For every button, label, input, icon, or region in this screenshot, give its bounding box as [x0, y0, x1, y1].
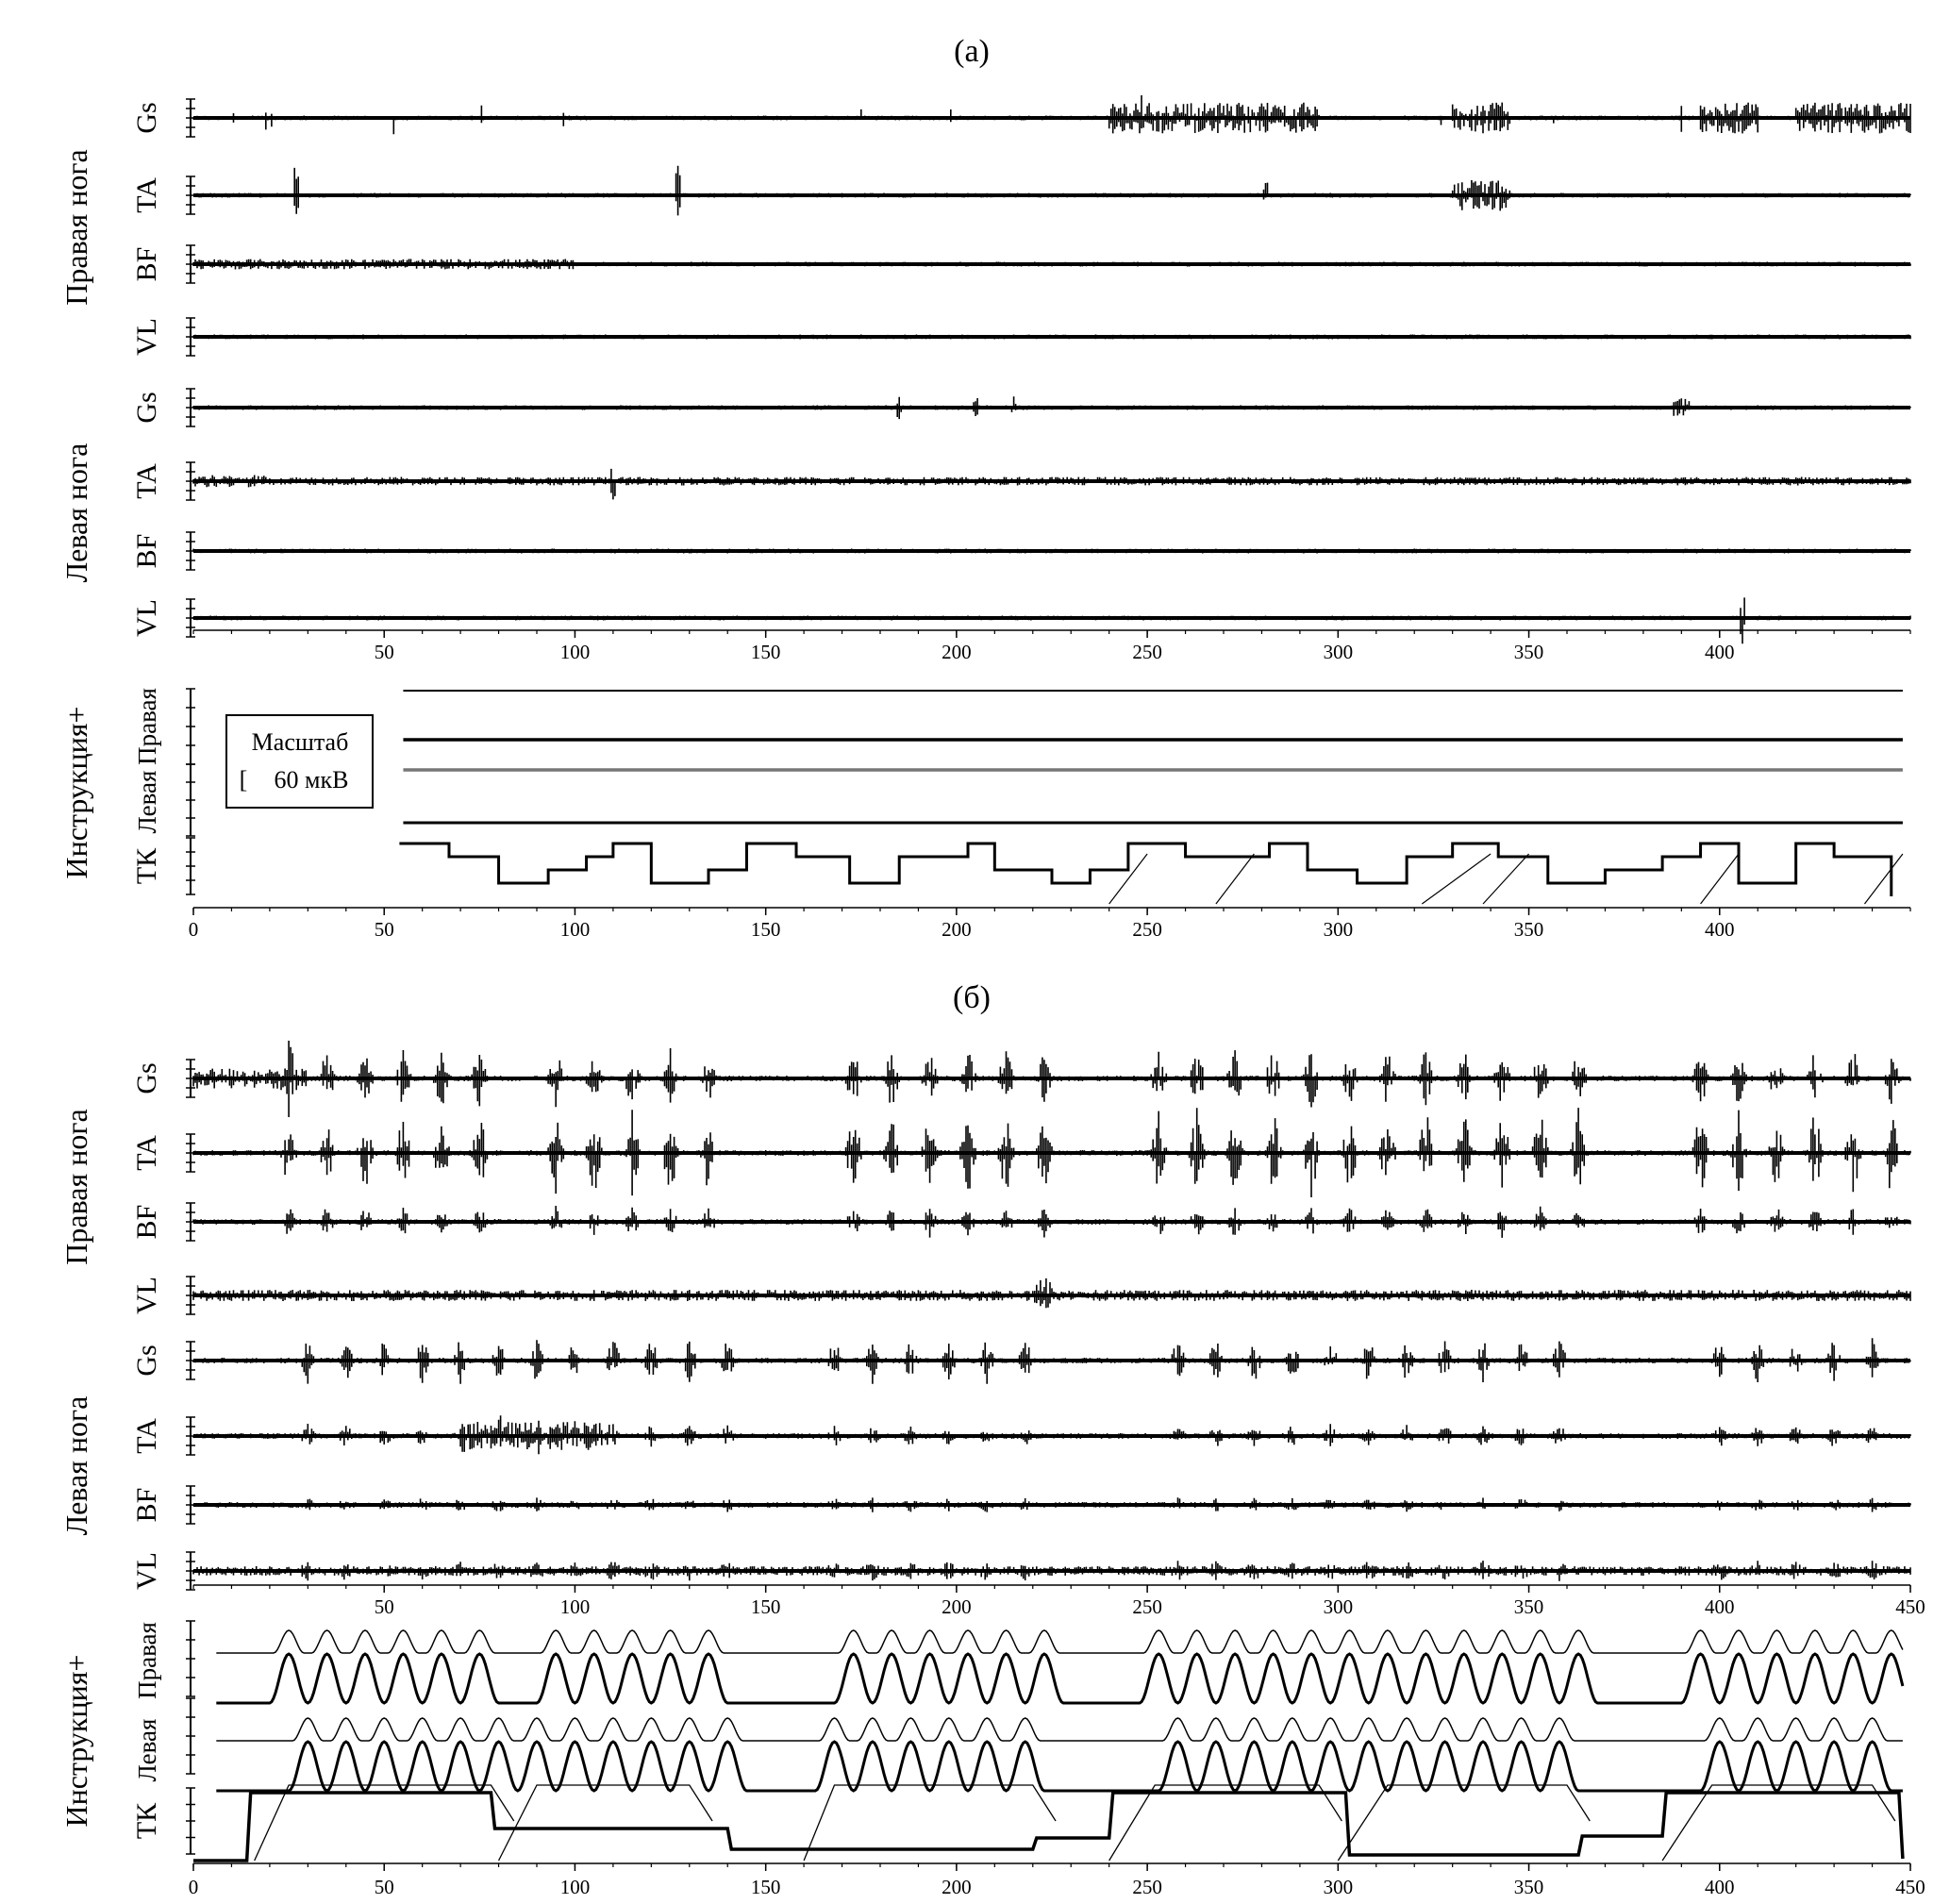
channel-label: Gs — [131, 102, 162, 134]
panel-b — [59, 980, 1925, 1898]
x-tick-label: 300 — [1323, 918, 1354, 941]
left-thin-trace — [216, 1718, 1903, 1741]
x-tick-label: 0 — [188, 918, 199, 941]
x-tick-label: 400 — [1705, 1595, 1735, 1618]
tk-trace — [193, 1793, 1903, 1861]
instruction-label: ТК — [131, 847, 162, 885]
emg-trace-vl-noise — [193, 597, 1910, 643]
instruction-label: Правая — [133, 1622, 161, 1699]
channel-label: VL — [131, 1277, 162, 1314]
tk-ramp — [1422, 854, 1491, 904]
scale-box-bracket: [ — [239, 766, 248, 793]
x-tick-label: 0 — [188, 1876, 199, 1898]
scale-box — [226, 715, 373, 808]
x-tick-label: 350 — [1513, 1876, 1544, 1898]
group-label: Правая нога — [59, 1109, 93, 1265]
right-thick-trace — [216, 1654, 1903, 1703]
x-tick-label: 200 — [942, 641, 972, 663]
group-label: Правая нога — [59, 149, 93, 306]
channel-label: TA — [131, 1135, 162, 1171]
channel-label: BF — [131, 1487, 162, 1523]
scale-box-title: Масштаб — [251, 728, 349, 756]
tk-ramp — [1864, 854, 1902, 904]
x-tick-label: 400 — [1705, 641, 1735, 663]
channel-label: Gs — [131, 1062, 162, 1094]
instruction-label: Левая — [133, 1718, 161, 1782]
emg-trace-ta-noise — [193, 469, 1910, 500]
x-tick-label: 50 — [374, 918, 394, 941]
scale-box-value: 60 мкВ — [274, 766, 349, 793]
emg-trace-ta-noise — [193, 166, 1910, 216]
panel-label: (б) — [953, 980, 991, 1015]
x-tick-label: 200 — [942, 1595, 972, 1618]
channel-label: TA — [131, 1418, 162, 1454]
left-thick-trace — [216, 1742, 1903, 1791]
x-tick-label: 450 — [1895, 1595, 1925, 1618]
tk-ramp — [1338, 1785, 1590, 1861]
emg-trace-vl-noise — [193, 1278, 1910, 1308]
panel-a — [59, 34, 1910, 941]
emg-trace-gs-noise — [193, 95, 1910, 134]
x-tick-label: 100 — [559, 641, 591, 663]
x-tick-label: 350 — [1513, 1595, 1544, 1618]
channel-label: Gs — [131, 1344, 162, 1377]
x-tick-label: 50 — [374, 641, 394, 663]
x-tick-label: 250 — [1132, 918, 1162, 941]
channel-label: VL — [131, 599, 162, 637]
tk-ramp — [499, 1785, 712, 1861]
x-tick-label: 100 — [559, 1595, 591, 1618]
x-tick-label: 150 — [750, 1876, 781, 1898]
instruction-group-label: Инструкция+ — [59, 706, 93, 879]
x-tick-label: 150 — [750, 641, 781, 663]
tk-ramp — [1701, 854, 1739, 904]
instruction-group-label: Инструкция+ — [59, 1654, 93, 1828]
x-tick-label: 250 — [1132, 641, 1162, 663]
group-label: Левая нога — [59, 1395, 93, 1536]
x-tick-label: 300 — [1323, 1876, 1354, 1898]
channel-label: TA — [131, 177, 162, 213]
x-tick-label: 400 — [1705, 918, 1735, 941]
channel-label: TA — [131, 463, 162, 499]
x-tick-label: 400 — [1705, 1876, 1735, 1898]
channel-label: BF — [131, 1204, 162, 1240]
instruction-label: ТК — [131, 1802, 162, 1840]
x-tick-label: 450 — [1895, 1876, 1925, 1898]
instruction-label: Правая — [133, 688, 161, 765]
right-thin-trace — [216, 1630, 1903, 1653]
channel-label: VL — [131, 1552, 162, 1590]
x-tick-label: 150 — [750, 1595, 781, 1618]
x-tick-label: 50 — [374, 1876, 394, 1898]
tk-trace — [399, 843, 1891, 896]
x-tick-label: 350 — [1513, 641, 1544, 663]
x-tick-label: 100 — [559, 1876, 591, 1898]
x-tick-label: 300 — [1323, 1595, 1354, 1618]
tk-ramp — [1216, 854, 1254, 904]
x-tick-label: 150 — [750, 918, 781, 941]
x-tick-label: 100 — [559, 918, 591, 941]
x-tick-label: 200 — [942, 1876, 972, 1898]
tk-ramp — [255, 1785, 514, 1861]
x-tick-label: 350 — [1513, 918, 1544, 941]
x-tick-label: 200 — [942, 918, 972, 941]
instruction-label: Левая — [133, 770, 161, 834]
x-tick-label: 300 — [1323, 641, 1354, 663]
tk-ramp — [1662, 1785, 1895, 1861]
channel-label: BF — [131, 246, 162, 282]
x-tick-label: 250 — [1132, 1595, 1162, 1618]
group-label: Левая нога — [59, 443, 93, 583]
channel-label: VL — [131, 318, 162, 356]
channel-label: BF — [131, 533, 162, 569]
tk-ramp — [1109, 1785, 1342, 1861]
tk-ramp — [1483, 854, 1529, 904]
x-tick-label: 50 — [374, 1595, 394, 1618]
channel-label: Gs — [131, 392, 162, 424]
panel-label: (a) — [954, 34, 990, 69]
x-tick-label: 250 — [1132, 1876, 1162, 1898]
